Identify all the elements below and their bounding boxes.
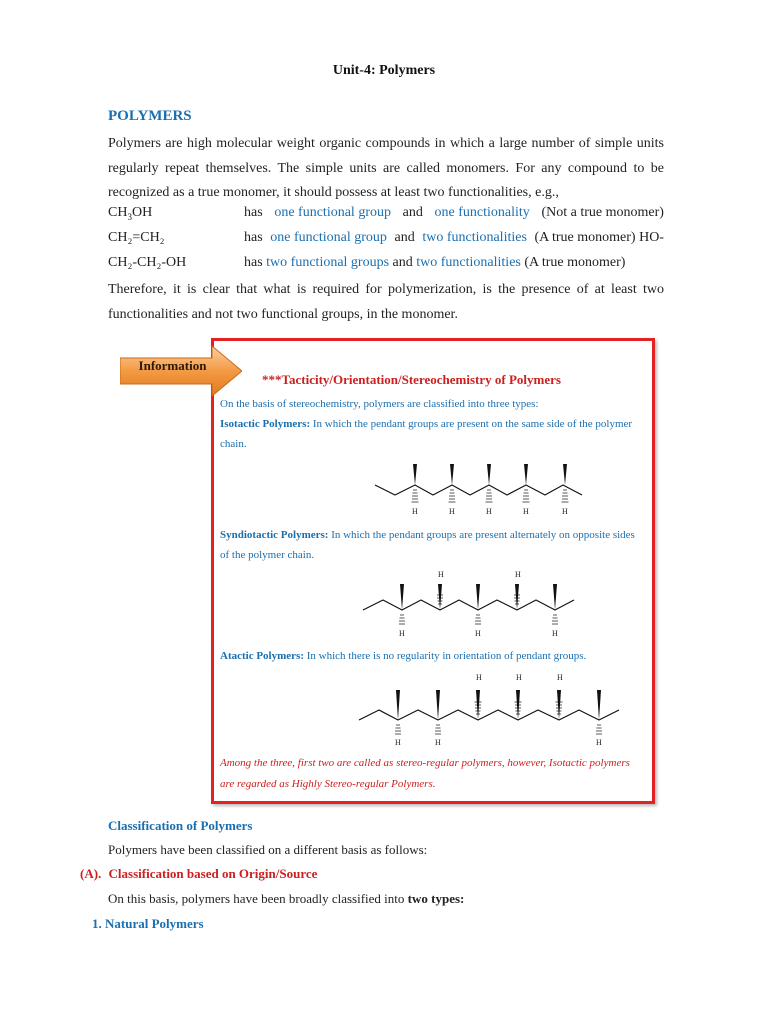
h-atom-label: H [552, 629, 558, 638]
example-row-3 [108, 255, 664, 279]
syndiotactic-description: In which the pendant groups are present alternately on opposite sides of the polymer chain. [220, 529, 635, 561]
h-atom-label: H [562, 507, 568, 516]
natural-polymers-item: 1. Natural Polymers [92, 916, 204, 931]
syndiotactic-definition [220, 525, 640, 565]
h-atom-label: H [476, 673, 482, 682]
atactic-term: Atactic Polymers: [220, 650, 304, 662]
h-atom-label: H [596, 738, 602, 747]
h-atom-label: H [438, 570, 444, 579]
section-a-text: On this basis, polymers have been broadly classified into two types: [108, 891, 465, 906]
atactic-description: In which there is no regularity in orientation of pendant groups. [306, 650, 587, 662]
h-atom-label: H [515, 570, 521, 579]
syndiotactic-term: Syndiotactic Polymers: [220, 529, 329, 541]
example-description: has one functional group and one functionality (Not a true monomer) [244, 205, 664, 220]
h-atom-label: H [486, 507, 492, 516]
atactic-structure [355, 668, 625, 750]
intro-paragraph: Polymers are high molecular weight organic compounds in which a large number of simple units regularly repeat themselves. The simple units are called monomers. For any compound to be recognized as a true monomer, it should possess at least two functionalities, e.g., [108, 136, 664, 200]
example-description: has one functional group and two functionalities (A true monomer) HO- [244, 230, 664, 245]
h-atom-label: H [435, 738, 441, 747]
h-atom-label: H [395, 738, 401, 747]
formula: $CH_3OH$ [108, 205, 153, 222]
conclusion-paragraph: Therefore, it is clear that what is required for polymerization, is the presence of at least two functionalities and not two functional groups, in the monomer. [108, 282, 664, 322]
h-atom-label: H [516, 673, 522, 682]
isotactic-description: In which the pendant groups are present on the same side of the polymer chain. [220, 418, 633, 450]
example-row-1 [108, 205, 664, 229]
isotactic-structure [370, 460, 590, 520]
atactic-definition [220, 646, 640, 666]
formula: CH₂-CH₂-OH [108, 255, 187, 270]
example-description: has two functional groups and two functionalities (A true monomer) [244, 255, 626, 270]
h-atom-label: H [557, 673, 563, 682]
isotactic-definition [220, 414, 640, 454]
section-a-title: Classification based on Origin/Source [108, 866, 318, 881]
example-row-2 [108, 230, 664, 254]
info-box-title: ***Tacticity/Orientation/Stereochemistry of Polymers [262, 372, 561, 387]
section-a-heading [80, 866, 317, 882]
information-label: Information [138, 358, 207, 373]
section-heading-polymers: POLYMERS [108, 108, 192, 124]
h-atom-label: H [399, 629, 405, 638]
stereo-regular-note: Among the three, first two are called as stereo-regular polymers, however, Isotactic polymers are regarded as Highly Stereo-regular Polymers. [220, 757, 630, 790]
stereo-lead: On the basis of stereochemistry, polymers are classified into three types: [220, 398, 539, 410]
h-atom-label: H [412, 507, 418, 516]
formula: CH₂=CH₂ [108, 230, 165, 245]
section-a-number: (A). [80, 866, 102, 881]
classification-intro: Polymers have been classified on a different basis as follows: [108, 842, 428, 857]
page-title: Unit-4: Polymers [332, 63, 436, 78]
two-types-emphasis: two types: [407, 891, 465, 906]
h-atom-label: H [449, 507, 455, 516]
classification-heading: Classification of Polymers [108, 818, 253, 833]
h-atom-label: H [523, 507, 529, 516]
isotactic-term: Isotactic Polymers: [220, 418, 311, 430]
h-atom-label: H [475, 629, 481, 638]
syndiotactic-structure [358, 566, 586, 640]
